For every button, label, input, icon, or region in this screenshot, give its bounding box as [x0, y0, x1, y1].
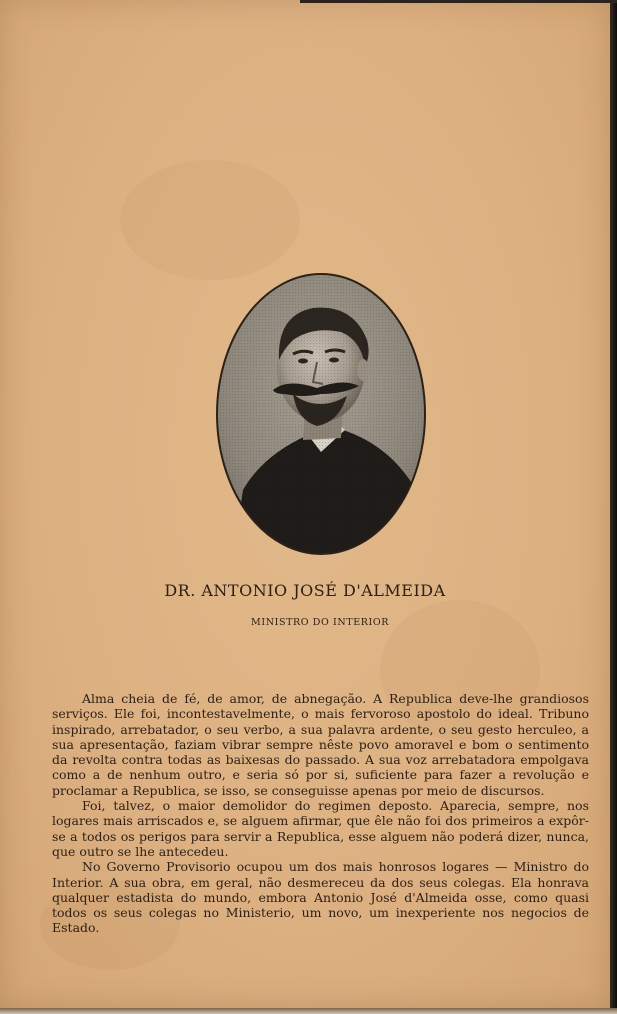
paragraph: No Governo Provisorio ocupou um dos mais honrosos logares — Ministro do Interior. A sua obra, em geral, não desmereceu da dos seus colegas. Ela honrava qualquer estadista do mundo, embora Antonio José d'Almeida osse, como quasi todos os seus colegas no Ministerio, um novo, um inexperiente nos negocios de Estado. — [52, 859, 589, 936]
portrait-photo — [213, 270, 429, 558]
article-body — [52, 691, 589, 936]
paragraph: Alma cheia de fé, de amor, de abnegação. A Republica deve-lhe grandiosos serviços. Ele foi, incontestavelmente, o mais fervoroso apostolo do ideal. Tribuno inspirado, arrebatador, o seu verbo, a sua palavra ardente, o seu gesto herculeo, a sua apresentação, faziam vibrar sempre nêste povo amoravel e bom o sentimento da revolta contra todas as baixesas do passado. A sua voz arrebatadora empolgava como a de nenhum outro, e seria só por si, suficiente para fazer a revolução e proclamar a Republica, se isso, se conseguisse apenas por meio de discursos. — [52, 691, 589, 798]
paragraph: Foi, talvez, o maior demolidor do regimen deposto. Aparecia, sempre, nos logares mais arriscados e, se alguem afirmar, que êle não foi dos primeiros a expôr-se a todos os perigos para servir a Republica, esse alguem não poderá dizer, nunca, que outro se lhe antecedeu. — [52, 798, 589, 859]
portrait-caption-role: MINISTRO DO INTERIOR — [251, 617, 389, 628]
book-top-edge — [300, 0, 617, 3]
book-bottom-edge — [0, 1008, 617, 1014]
portrait-caption-name: DR. ANTONIO JOSÉ D'ALMEIDA — [164, 581, 446, 600]
paper-stain — [120, 160, 300, 280]
portrait-svg — [213, 270, 429, 558]
book-spine-edge — [610, 0, 617, 1014]
